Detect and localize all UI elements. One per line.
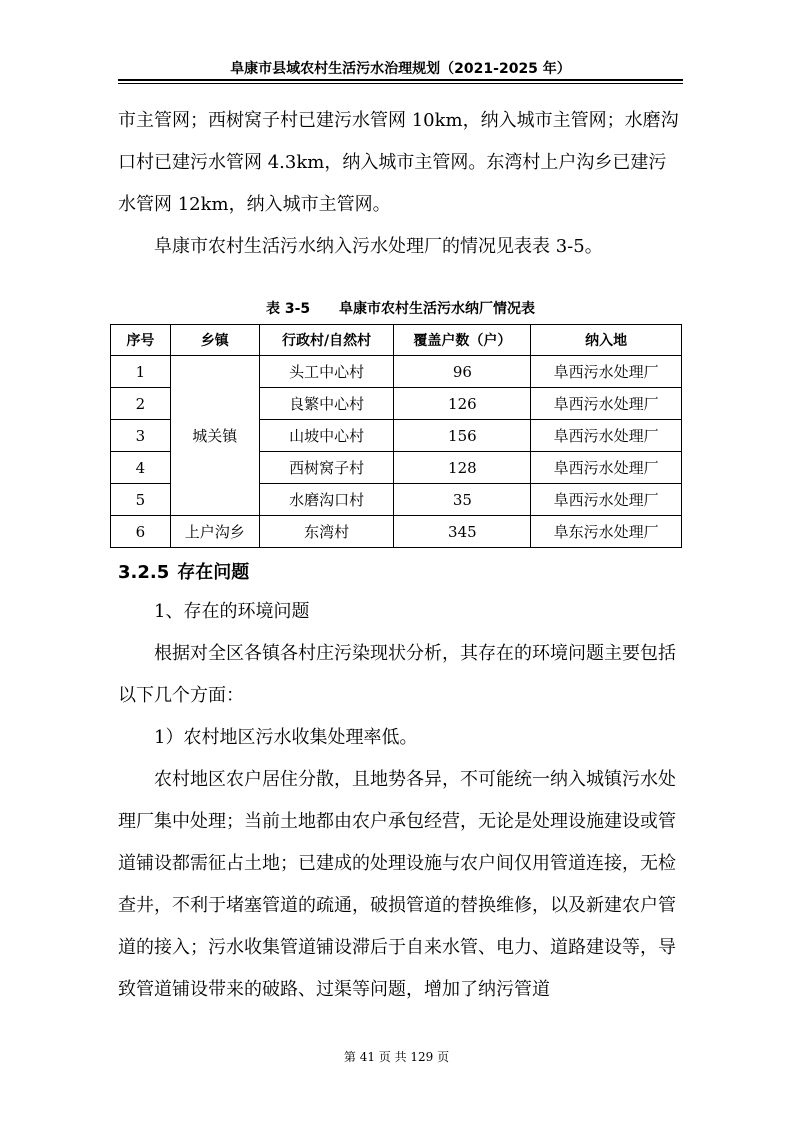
- table-row: [111, 516, 682, 548]
- cell-no: 3: [111, 420, 171, 452]
- cell-town: 上户沟乡: [170, 516, 259, 548]
- header-rule: [118, 79, 683, 81]
- table-caption: [118, 298, 683, 318]
- column-header-village: 行政村/自然村: [259, 325, 394, 356]
- wastewater-plant-table: [110, 324, 682, 548]
- column-header-town: 乡镇: [170, 325, 259, 356]
- cell-village: 西树窝子村: [259, 452, 394, 484]
- cell-households: 128: [394, 452, 531, 484]
- cell-village: 水磨沟口村: [259, 484, 394, 516]
- page-number: 第 41 页 共 129 页: [343, 1050, 450, 1064]
- cell-destination: 阜西污水处理厂: [531, 420, 682, 452]
- cell-destination: 阜西污水处理厂: [531, 388, 682, 420]
- intro-paragraph-continued: 市主管网；西树窝子村已建污水管网 10km，纳入城市主管网；水磨沟口村已建污水管网 4.3km，纳入城市主管网。东湾村上户沟乡已建污水管网 12km，纳入城市主管网。: [118, 110, 679, 215]
- cell-destination: 阜西污水处理厂: [531, 356, 682, 388]
- cell-no: 1: [111, 356, 171, 388]
- section-number: 3.2.5: [118, 562, 170, 583]
- cell-households: 35: [394, 484, 531, 516]
- body-paragraph: 根据对全区各镇各村庄污染现状分析，其存在的环境问题主要包括以下几个方面：: [118, 643, 676, 706]
- table-row: [111, 356, 682, 388]
- cell-town: 城关镇: [170, 356, 259, 516]
- cell-destination: 阜西污水处理厂: [531, 452, 682, 484]
- list-item-heading: 1）农村地区污水收集处理率低。: [154, 727, 418, 748]
- cell-no: 6: [111, 516, 171, 548]
- table-caption-title: 阜康市农村生活污水纳厂情况表: [339, 301, 536, 317]
- cell-village: 头工中心村: [259, 356, 394, 388]
- cell-households: 156: [394, 420, 531, 452]
- cell-households: 126: [394, 388, 531, 420]
- table-caption-number: 表 3-5: [265, 301, 311, 317]
- cell-village: 东湾村: [259, 516, 394, 548]
- column-header-no: 序号: [111, 325, 171, 356]
- cell-households: 345: [394, 516, 531, 548]
- cell-destination: 阜东污水处理厂: [531, 516, 682, 548]
- cell-destination: 阜西污水处理厂: [531, 484, 682, 516]
- section-title: 存在问题: [177, 562, 250, 583]
- cell-village: 良繁中心村: [259, 388, 394, 420]
- column-header-destination: 纳入地: [531, 325, 682, 356]
- intro-paragraph-table-reference: 阜康市农村生活污水纳入污水处理厂的情况见表表 3-5。: [154, 236, 603, 257]
- section-heading: [118, 558, 257, 584]
- cell-no: 2: [111, 388, 171, 420]
- cell-no: 4: [111, 452, 171, 484]
- cell-no: 5: [111, 484, 171, 516]
- cell-households: 96: [394, 356, 531, 388]
- running-header: 阜康市县域农村生活污水治理规划（2021-2025 年）: [230, 61, 571, 77]
- column-header-households: 覆盖户数（户）: [394, 325, 531, 356]
- header-rule-thin: [118, 83, 683, 84]
- table-header-row: [111, 325, 682, 356]
- cell-village: 山坡中心村: [259, 420, 394, 452]
- subsection-heading: 1、存在的环境问题: [154, 601, 310, 622]
- body-paragraph: 农村地区农户居住分散，且地势各异，不可能统一纳入城镇污水处理厂集中处理；当前土地都由农户承包经营，无论是处理设施建设或管道铺设都需征占土地；已建成的处理设施与农户间仅用管道连接，无检查井，不利于堵塞管道的疏通，破损管道的替换维修，以及新建农户管道的接入；污水收集管道铺设滞后于自来水管、电力、道路建设等，导致管道铺设带来的破路、过渠等问题，增加了纳污管道: [118, 769, 676, 1000]
